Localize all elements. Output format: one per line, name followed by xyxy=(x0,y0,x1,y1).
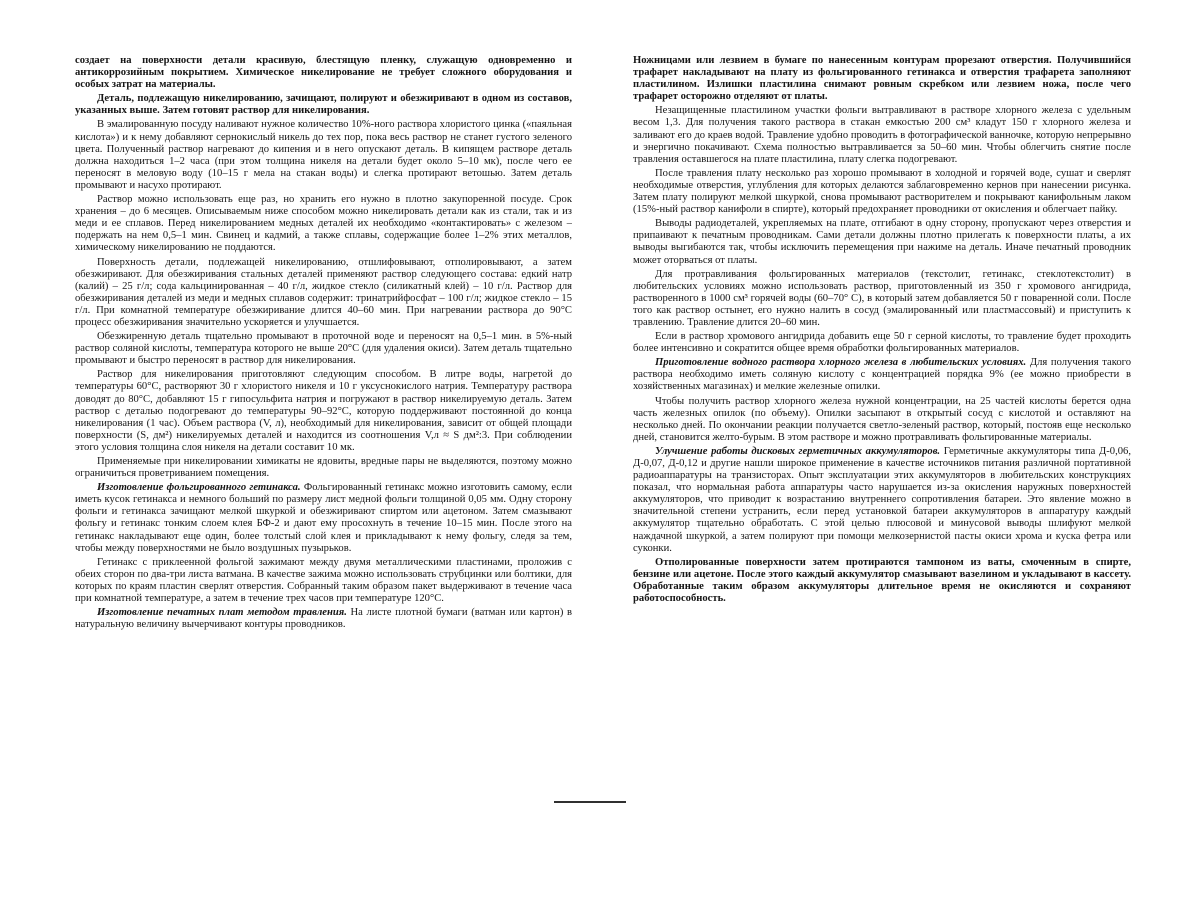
paragraph: Незащищенные пластилином участки фольги вытравливают в растворе хлорного железа с удельным весом 1,3. Для получения такого раствора в стакан емкостью 200 см³ кладут 150 г хлорного железа и заливают его до краев водой. Травление удобно проводить в фотографической ванночке, которую непрерывно и энергично покачивают. Схема полностью вытравливается за 50–60 мин. Чтобы облегчить снятие после травления оставшегося на плате пластилина, плату слегка подогревают. xyxy=(633,105,1131,165)
paragraph: Отполированные поверхности затем протираются тампоном из ваты, смоченным в спирте, бензине или ацетоне. После этого каждый аккумулятор смазывают вазелином и укладывают в кассету. Обработанные таким образом аккумуляторы длительное время не окисляются и сохраняют работоспособность. xyxy=(633,556,1131,605)
section-paragraph xyxy=(75,482,572,555)
paragraph: Обезжиренную деталь тщательно промывают в проточной воде и переносят на 0,5–1 мин. в 5%-ный раствор соляной кислоты, температура которого не выше 20°С (для удаления окиси). Затем деталь тщательно промывают и быстро переносят в раствор для никелирования. xyxy=(75,331,572,367)
section-paragraph xyxy=(75,607,572,631)
paragraph: Ножницами или лезвием в бумаге по нанесенным контурам прорезают отверстия. Получившийся трафарет накладывают на плату из фольгированного гетинакса и отверстия трафарета заполняют пластилином. Излишки пластилина снимают ровным скребком или лезвием ножа, после чего трафарет осторожно отделяют от платы. xyxy=(633,55,1131,103)
section-heading: Улучшение работы дисковых герметичных аккумуляторов. xyxy=(655,445,941,457)
section-heading: Изготовление печатных плат методом травления. xyxy=(97,607,347,619)
paragraph-text: На листе плотной бумаги (ватман или картон) в натуральную величину вычерчивают контуры проводников. xyxy=(75,607,572,631)
paragraph: создает на поверхности детали красивую, блестящую пленку, служащую одновременно и антикоррозийным покрытием. Химическое никелирование не требует сложного оборудования и особых затрат на материалы. xyxy=(75,55,572,91)
paragraph: Деталь, подлежащую никелированию, зачищают, полируют и обезжиривают в одном из составов, указанных выше. Затем готовят раствор для никелирования. xyxy=(75,93,572,117)
paragraph: Для протравливания фольгированных материалов (текстолит, гетинакс, стеклотекстолит) в любительских условиях можно использовать раствор, приготовленный из 350 г хромового ангидрида, растворенного в 1000 см³ горячей воды (60–70° С), в который затем добавляется 50 г поваренной соли. После того как раствор остынет, его нужно налить в сосуд (эмалированный или пластмассовый) и приступить к травлению. Травление длится 20–60 мин. xyxy=(633,268,1131,328)
paragraph: Применяемые при никелировании химикаты не ядовиты, вредные пары не выделяются, поэтому можно ограничиться проветриванием помещения. xyxy=(75,456,572,480)
paragraph: После травления плату несколько раз хорошо промывают в холодной и горячей воде, сушат и сверлят необходимые отверстия, углубления для которых делаются заблаговременно кернов при нанесении рисунка. Затем плату полируют мелкой шкуркой, снова промывают растворителем и покрывают канифольным лаком (15%-ный раствор канифоли в спирте), который предохраняет проводники от окисления и облегчает пайку. xyxy=(633,167,1131,216)
paragraph: Если в раствор хромового ангидрида добавить еще 50 г серной кислоты, то травление будет проходить более интенсивно и сократится общее время обработки фольгированных материалов. xyxy=(633,331,1131,355)
paragraph-text: Фольгированный гетинакс можно изготовить самому, если иметь кусок гетинакса и немного больший по размеру лист медной фольги толщиной 0,05 мм. Одну сторону фольги и гетинакса зачищают мелкой шкуркой и обезжиривают спиртом или ацетоном. Затем смазывают фольгу и гетинакс тонким слоем клея БФ-2 и дают ему просохнуть в течение 10–15 мин. После этого на гетинакс накладывают еще один, более толстый слой клея и прикладывают к нему фольгу, следя за тем, чтобы между поверхностями не было воздушных пузырьков. xyxy=(75,482,572,554)
section-paragraph xyxy=(633,357,1131,393)
section-heading: Изготовление фольгированного гетинакса. xyxy=(97,482,301,494)
left-page-column xyxy=(75,55,572,775)
paragraph: Раствор для никелирования приготовляют следующим способом. В литре воды, нагретой до температуры 60°С, растворяют 30 г хлористого никеля и 10 г уксуснокислого натрия. Температуру раствора доводят до 80°С, добавляют 15 г гипосульфита натрия и погружают в раствор никелируемую деталь. Затем раствор с деталью подогревают до температуры 90–92°С, которую поддерживают постоянной до конца никелирования (1 час). Объем раствора (V, л), необходимый для никелирования, зависит от общей площади поверхности (S, дм²) никелируемых деталей и находится из соотношения V,л ≈ S дм²:3. При соблюдении этого условия толщина слоя никеля на детали составит 10 мк. xyxy=(75,369,572,453)
right-page-column xyxy=(633,55,1131,775)
paragraph: В эмалированную посуду наливают нужное количество 10%-ного раствора хлористого цинка («паяльная кислота») и к нему добавляют сернокислый никель до тех пор, пока весь раствор не станет густого зеленого цвета. Полученный раствор нагревают до кипения и в него опускают деталь. В кипящем растворе деталь должна находиться 1–2 часа (при этом толщина никеля на детали будет около 5–10 мк), после чего ее переносят в меловую воду (10–15 г мела на стакан воды) и слегка протирают ветошью. Затем деталь промывают и насухо протирают. xyxy=(75,119,572,191)
section-paragraph xyxy=(633,446,1131,555)
paragraph: Выводы радиодеталей, укрепляемых на плате, отгибают в одну сторону, пропускают через отверстия и припаивают к печатным проводникам. Сами детали должны плотно прилегать к поверхности платы, а их выводы выгибаются так, чтобы исключить перемещения при нажиме на деталь. Иначе печатный проводник может оторваться от платы. xyxy=(633,218,1131,266)
paragraph: Чтобы получить раствор хлорного железа нужной концентрации, на 25 частей кислоты берется одна часть железных опилок (по объему). Опилки засыпают в открытый сосуд с кислотой и оставляют на несколько дней. По окончании реакции получается светло-зеленый раствор, который, постояв еще несколько дней, становится желто-бурым. В этом растворе и можно протравливать фольгированные материалы. xyxy=(633,395,1131,443)
section-heading: Приготовление водного раствора хлорного железа в любительских условиях. xyxy=(655,357,1027,369)
paragraph-text: Для получения такого раствора необходимо иметь соляную кислоту с концентрацией порядка 9% (ее можно приобрести в хозяйственных магазинах) и мелкие железные опилки. xyxy=(633,357,1131,393)
paragraph: Поверхность детали, подлежащей никелированию, отшлифовывают, отполировывают, а затем обезжиривают. Для обезжиривания стальных деталей применяют раствор следующего состава: едкий натр (калий) – 25 г/л; сода кальцинированная – 40 г/л, жидкое стекло (силикатный клей) – 10 г/л. Раствор для обезжиривания деталей из меди и медных сплавов содержит: тринатрийфосфат – 100 г/л; жидкое стекло – 15 г/л. При комнатной температуре обезжиривание длится 40–60 мин. При нагревании раствора до 90°С процесс обезжиривания значительно ускоряется и улучшается. xyxy=(75,256,572,328)
paragraph: Раствор можно использовать еще раз, но хранить его нужно в плотно закупоренной посуде. Срок хранения – до 6 месяцев. Описываемым ниже способом можно никелировать детали как из стали, так и из меди и ее сплавов. Перед никелированием медных деталей их необходимо «контактировать» с железом – подержать на нем 0,5–1 мин. Свинец и кадмий, а также сплавы, содержащие более 1–2% этих металлов, химическому никелированию не поддаются. xyxy=(75,194,572,254)
footer-rule xyxy=(554,801,626,803)
paragraph: Гетинакс с приклеенной фольгой зажимают между двумя металлическими пластинами, проложив с обеих сторон по два-три листа ватмана. В качестве зажима можно использовать струбцинки или болтики, для которых по краям пластин сверлят отверстия. Собранный таким образом пакет выдерживают в течение часа при комнатной температуре, а затем в течение трех часов при температуре 120°С. xyxy=(75,556,572,605)
paragraph-text: Герметичные аккумуляторы типа Д-0,06, Д-0,07, Д-0,12 и другие нашли широкое применение в качестве источников питания различной портативной радиоаппаратуры на транзисторах. Опыт эксплуатации этих аккумуляторов в любительских конструкциях показал, что нормальная работа аппаратуры часто нарушается из-за окисления наружных поверхностей аккумуляторов, что приводит к возрастанию внутреннего сопротивления батареи. Это явление можно в значительной степени устранить, если перед установкой батареи аккумуляторов в аппаратуру каждый аккумулятор тщательно обработать. С этой целью плюсовой и минусовой выводы шлифуют мелкой наждачной шкуркой, а затем полируют при помощи мелкозернистой пасты окиси хрома и куска фетра или суконки. xyxy=(633,445,1131,554)
